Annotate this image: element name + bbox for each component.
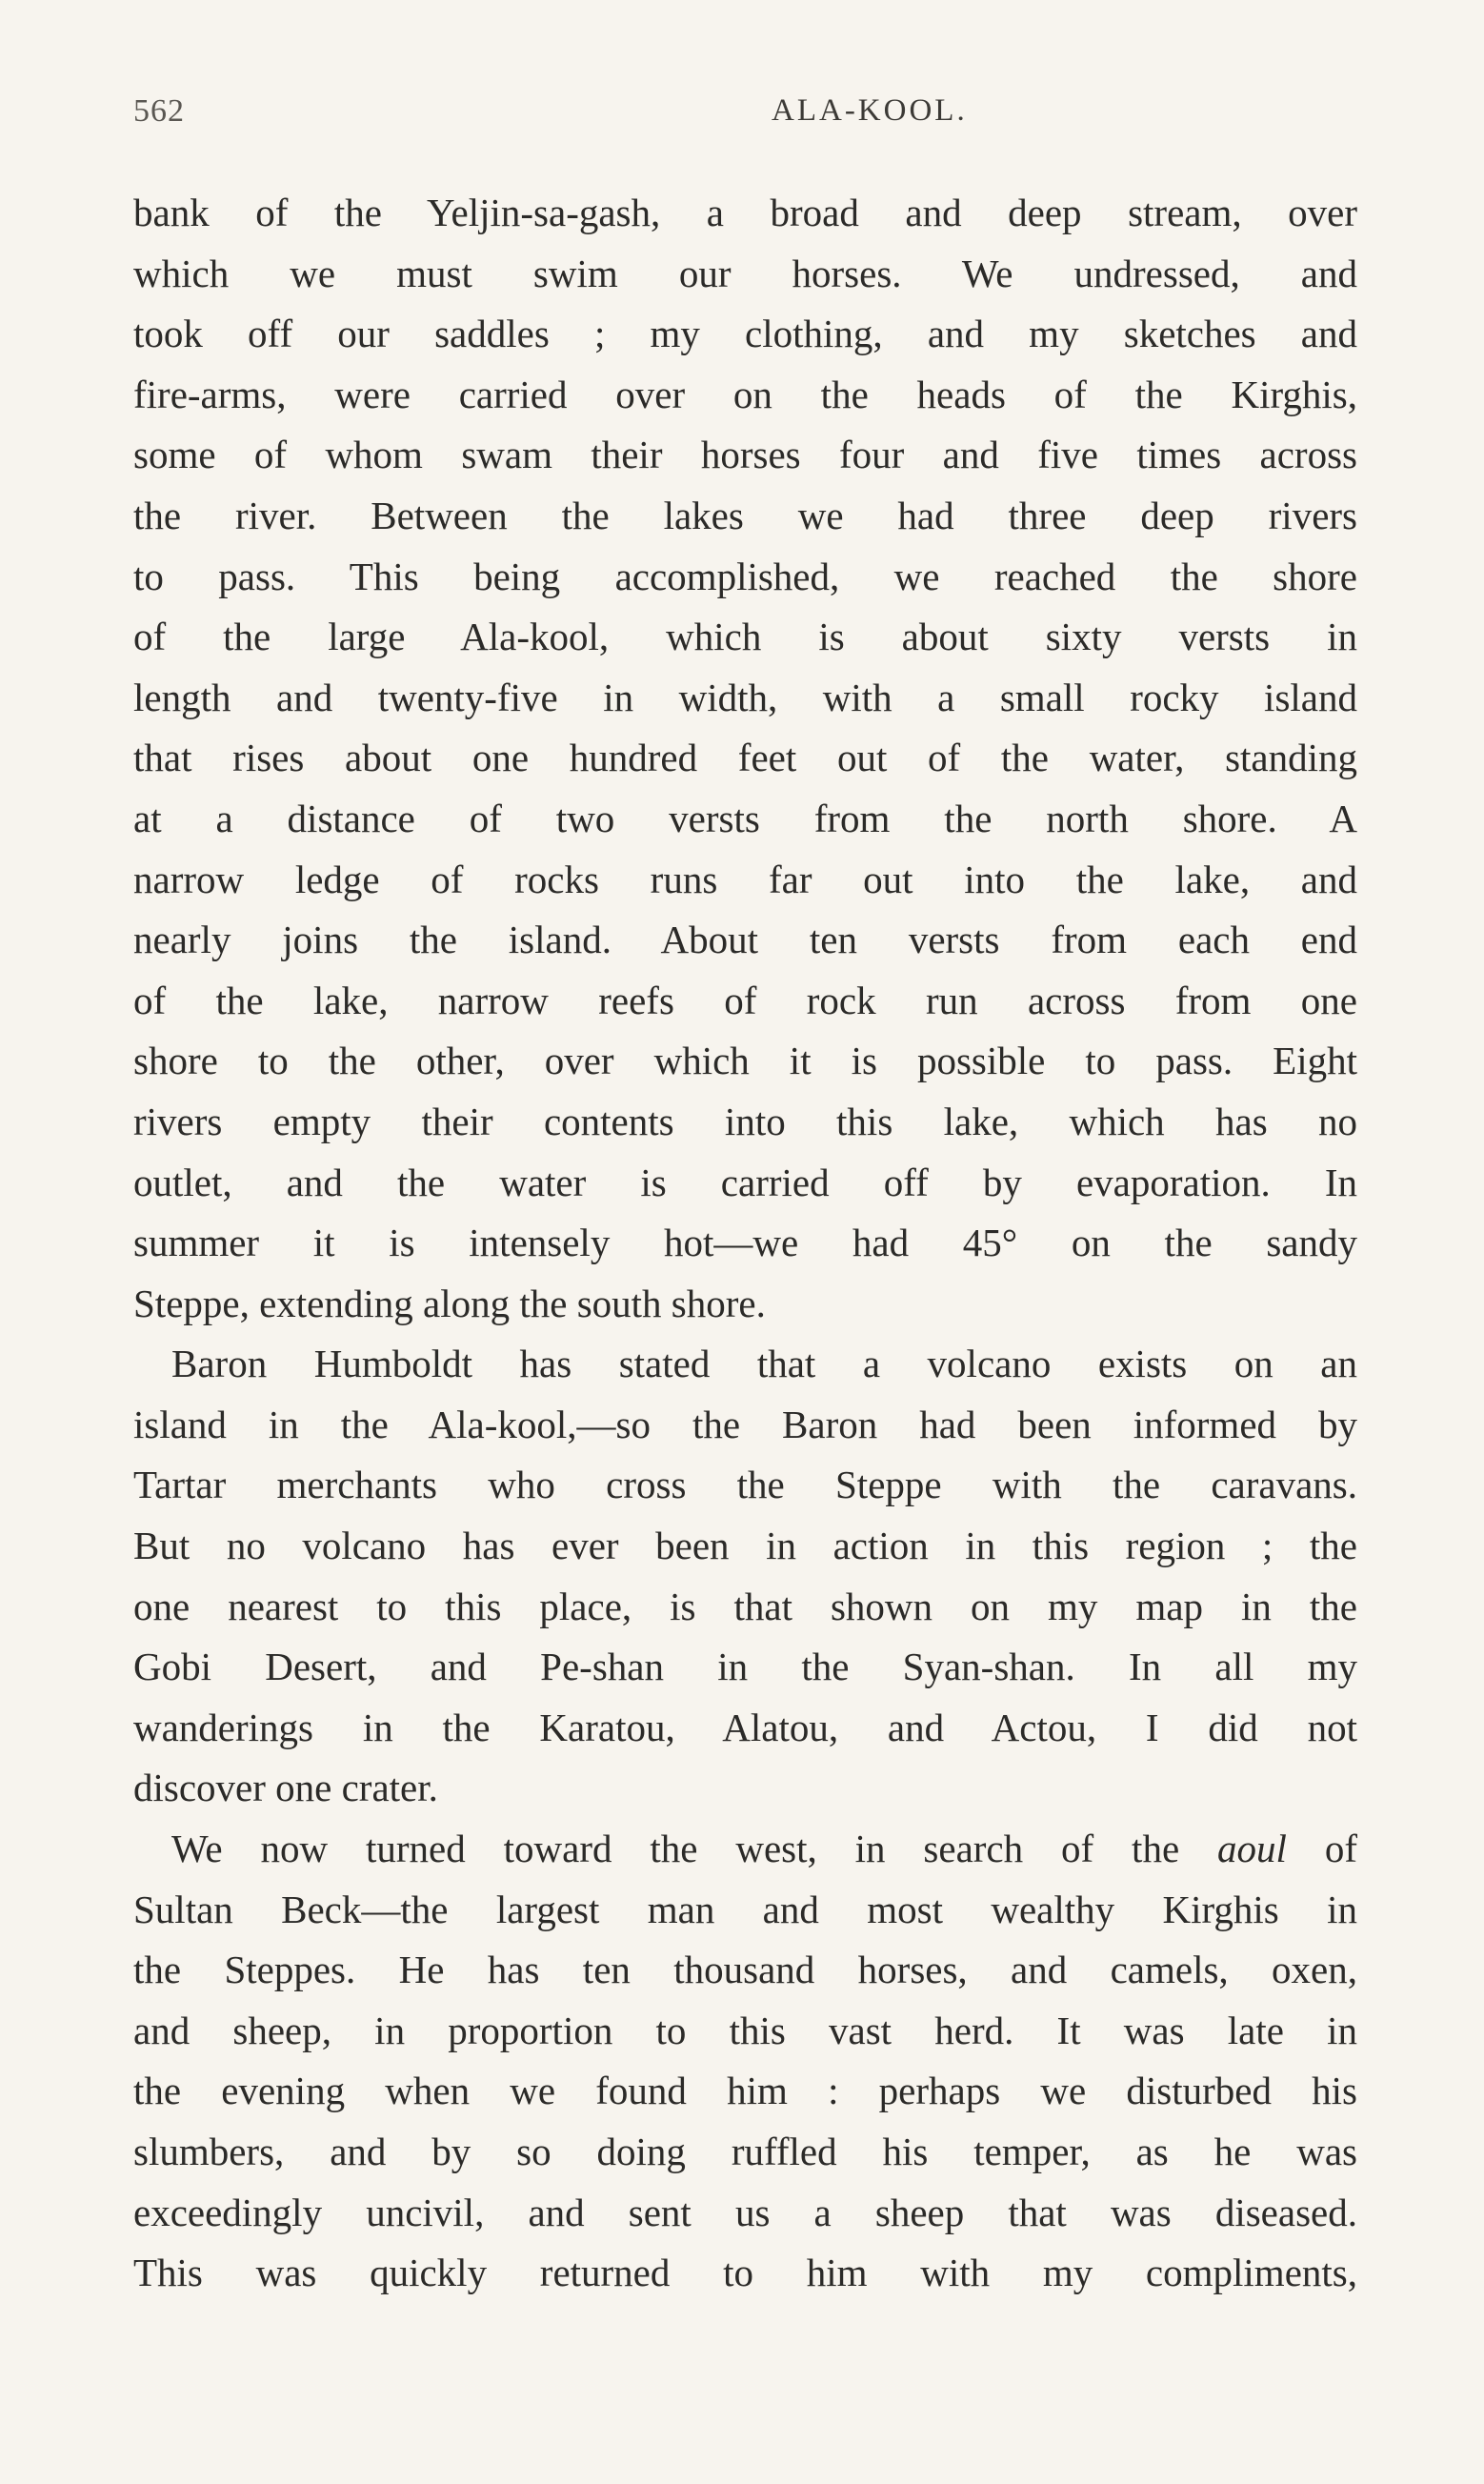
page-number: 562 (133, 93, 185, 129)
italic-term: aoul (1217, 1827, 1287, 1871)
text-line: rivers empty their contents into this lake, which has no (133, 1099, 1357, 1143)
text-line: which we must swim our horses. We undressed, and (133, 251, 1357, 295)
text-line: Sultan Beck—the largest man and most wealthy Kirghis in (133, 1887, 1357, 1931)
text-segment: of (1324, 1827, 1357, 1871)
text-line: took off our saddles ; my clothing, and my sketches and (133, 312, 1357, 356)
text-line: fire-arms, were carried over on the heads of the Kirghis, (133, 372, 1357, 416)
text-line: shore to the other, over which it is possible to pass. Eight (133, 1039, 1357, 1083)
text-line-paragraph-end: discover one crater. (133, 1766, 438, 1810)
text-line: nearly joins the island. About ten versts from each end (133, 918, 1357, 962)
text-line: and sheep, in proportion to this vast herd. It was late in (133, 2008, 1357, 2052)
running-head (133, 93, 1372, 141)
text-line: Tartar merchants who cross the Steppe with the caravans. (133, 1463, 1357, 1507)
text-line: one nearest to this place, is that shown on my map in the (133, 1584, 1357, 1628)
text-line-paragraph-start (133, 1819, 1357, 1880)
text-line: narrow ledge of rocks runs far out into the lake, and (133, 857, 1357, 901)
text-line: exceedingly uncivil, and sent us a sheep that was diseased. (133, 2190, 1357, 2234)
text-line: summer it is intensely hot—we had 45° on the sandy (133, 1221, 1357, 1265)
text-line: wanderings in the Karatou, Alatou, and Actou, I did not (133, 1705, 1357, 1749)
text-line: island in the Ala-kool,—so the Baron had been informed by (133, 1402, 1357, 1446)
text-line: slumbers, and by so doing ruffled his temper, as he was (133, 2130, 1357, 2173)
text-line: This was quickly returned to him with my compliments, (133, 2251, 1357, 2295)
text-line: length and twenty-five in width, with a small rocky island (133, 675, 1357, 719)
text-line: But no volcano has ever been in action in this region ; the (133, 1524, 1357, 1568)
text-line-paragraph-start: Baron Humboldt has stated that a volcano exists on an (171, 1342, 1357, 1386)
text-line: outlet, and the water is carried off by evaporation. In (133, 1160, 1357, 1204)
text-line: to pass. This being accomplished, we reached the shore (133, 554, 1357, 598)
text-line: at a distance of two versts from the north shore. A (133, 796, 1357, 840)
text-line-paragraph-end: Steppe, extending along the south shore. (133, 1281, 766, 1325)
text-line: of the lake, narrow reefs of rock run across from one (133, 978, 1357, 1022)
text-line: the Steppes. He has ten thousand horses, and camels, oxen, (133, 1948, 1357, 1992)
text-line: bank of the Yeljin-sa-gash, a broad and deep stream, over (133, 191, 1357, 234)
text-segment: We now turned toward the west, in search of the (171, 1827, 1180, 1871)
text-line: the evening when we found him : perhaps we disturbed his (133, 2069, 1357, 2113)
text-line: the river. Between the lakes we had three deep rivers (133, 493, 1357, 537)
running-title: ALA-KOOL. (772, 93, 968, 128)
text-line: some of whom swam their horses four and five times across (133, 433, 1357, 477)
text-line: Gobi Desert, and Pe-shan in the Syan-shan. In all my (133, 1645, 1357, 1689)
text-line: that rises about one hundred feet out of the water, standing (133, 736, 1357, 780)
text-line: of the large Ala-kool, which is about sixty versts in (133, 615, 1357, 659)
body-text (133, 183, 1357, 2304)
